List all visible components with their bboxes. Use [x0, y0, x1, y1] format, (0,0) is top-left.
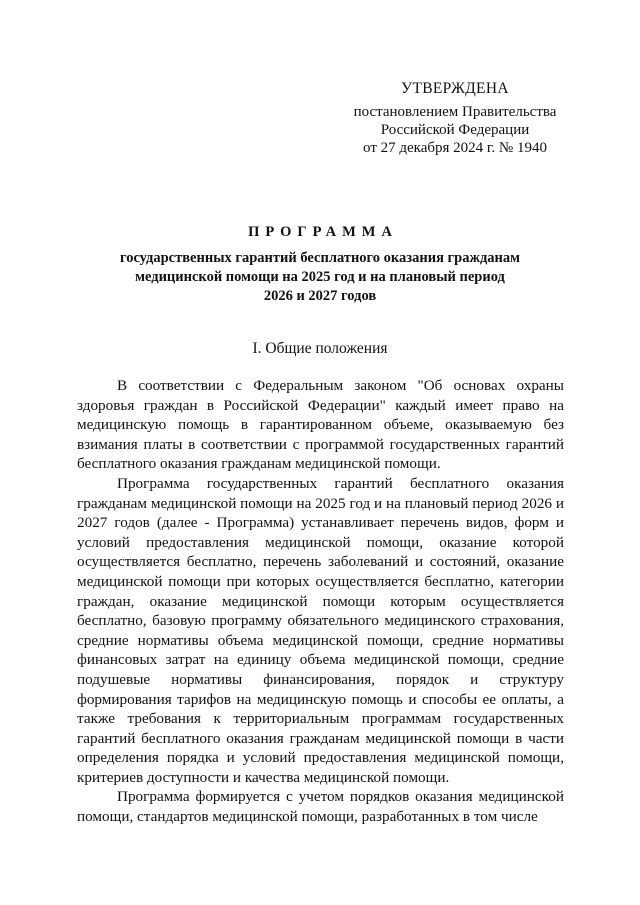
- program-title: ПРОГРАММА: [248, 224, 398, 240]
- program-subtitle-line-3: 2026 и 2027 годов: [263, 288, 377, 304]
- program-subtitle: [70, 249, 570, 306]
- program-subtitle-line-2: медицинской помощи на 2025 год и на плановый период: [135, 269, 505, 285]
- approval-line-3: от 27 декабря 2024 г. № 1940: [363, 140, 547, 156]
- program-subtitle-line-1: государственных гарантий бесплатного оказания гражданам: [119, 250, 521, 266]
- section-title: I. Общие положения: [252, 340, 388, 357]
- approval-stamp: [340, 80, 570, 157]
- approval-line-2: Российской Федерации: [380, 122, 530, 138]
- approval-heading: УТВЕРЖДЕНА: [401, 80, 509, 97]
- approval-line-1: постановлением Правительства: [353, 104, 557, 120]
- paragraph: В соответствии с Федеральным законом "Об основах охраны здоровья граждан в Российской Федерации" каждый имеет право на медицинскую помощь в гарантированном объеме, оказываемую без взимания платы в соответствии с программой государственных гарантий бесплатного оказания гражданам медицинской помощи.: [77, 377, 564, 473]
- body-text: [77, 376, 564, 827]
- program-title-block: [70, 224, 570, 306]
- paragraph: Программа государственных гарантий бесплатного оказания гражданам медицинской помощи на 2025 год и на плановый период 2026 и 2027 годов (далее - Программа) устанавливает перечень видов, форм и условий предоставления медицинской помощи, оказание которой осуществляется бесплатно, перечень заболеваний и состояний, оказание медицинской помощи при которых осуществляется бесплатно, категории граждан, оказание медицинской помощи которым осуществляется бесплатно, базовую программу обязательного медицинского страхования, средние нормативы объема медицинской помощи, средние нормативы финансовых затрат на единицу объема медицинской помощи, средние подушевые нормативы финансирования, порядок и структуру формирования тарифов на медицинскую помощь и способы ее оплаты, а также требования к территориальным программам государственных гарантий бесплатного оказания гражданам медицинской помощи в части определения порядка и условий предоставления медицинской помощи, критериев доступности и качества медицинской помощи.: [77, 474, 564, 786]
- paragraph: Программа формируется с учетом порядков оказания медицинской помощи, стандартов медицинской помощи, разработанных в том числе: [77, 788, 564, 826]
